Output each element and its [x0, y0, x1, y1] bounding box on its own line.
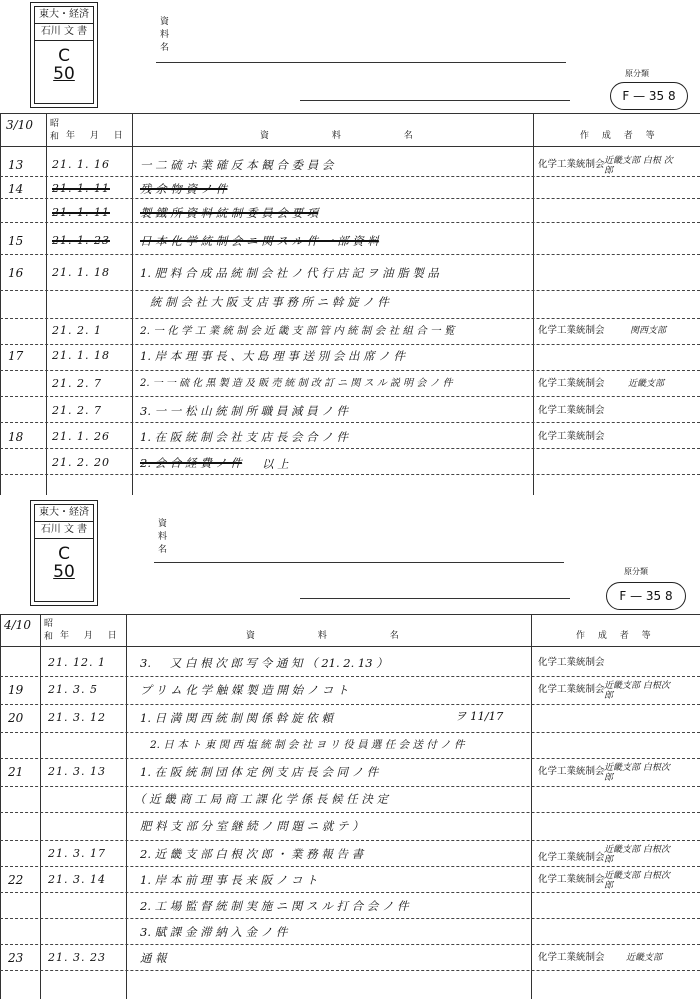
cell: 1. 在 阪 統 制 会 社 支 店 長 会 合 ノ 件 — [140, 430, 348, 444]
cell: 21. 1. 11 — [52, 182, 110, 195]
cell: 2. 一 化 学 工 業 統 制 会 近 畿 支 部 管 内 統 制 会 社 組 合 一 覧 — [140, 325, 455, 337]
cell: 21. 2. 7 — [52, 377, 102, 390]
cell: 16 — [8, 266, 24, 280]
handwritten-note: ヲ 11/17 — [455, 709, 504, 723]
cell: 一 二 硫 ホ 業 確 反 本 観 合 委 員 会 — [140, 158, 334, 172]
cell: 14 — [8, 182, 24, 196]
cell: 化学工業統制会 — [538, 378, 605, 389]
cell: 2. 近 畿 支 部 白 根 次 郎 ・ 業 務 報 告 書 — [140, 847, 364, 861]
cell: 2. 工 場 監 督 統 制 実 施 ニ 関 ス ル 打 合 会 ノ 件 — [140, 899, 409, 913]
table-row — [0, 679, 700, 701]
cell: 2. 会 合 経 費 ノ 件 — [140, 456, 242, 470]
cell: 2. 一 一 硫 化 黒 製 造 及 販 売 統 制 改 訂 ニ 関 ス ル 説 明 会 ノ 件 — [140, 378, 453, 389]
bunrui-label: 原分類 — [624, 567, 648, 576]
cell: 23 — [8, 951, 24, 965]
header-author: 作 成 者 等 — [576, 631, 656, 641]
table-row — [0, 843, 700, 865]
material-name-label: 資 料 名 — [158, 519, 168, 555]
cell: 1. 在 阪 統 制 団 体 定 例 支 店 長 会 同 ノ 件 — [140, 765, 379, 779]
header-title: 資 料 名 — [246, 631, 429, 641]
cell: プ リ ム 化 学 触 媒 製 造 開 始 ノ コ ト — [140, 683, 349, 697]
stamp-number: 50 — [53, 562, 75, 582]
table-row — [0, 426, 700, 448]
cell: 22 — [8, 873, 24, 887]
table-row — [0, 154, 700, 176]
archive-stamp — [30, 2, 98, 108]
table-row — [0, 373, 700, 395]
table-row — [0, 895, 700, 917]
cell: 化学工業統制会 — [538, 159, 605, 170]
stamp-letter: C — [58, 46, 70, 66]
cell: 21 — [8, 765, 24, 779]
cell: 通 報 — [140, 951, 167, 965]
cell: 15 — [8, 234, 24, 248]
table-row — [0, 452, 700, 474]
header-title: 資 料 名 — [260, 131, 443, 141]
cell: 21. 3. 17 — [48, 847, 106, 860]
cell: 21. 1. 23 — [52, 234, 110, 247]
cell: 1. 岸 本 前 理 事 長 来 阪 ノ コ ト — [140, 873, 318, 887]
stamp-line2: 石川 文 書 — [35, 522, 93, 539]
header-ymd: 年 月 日 — [66, 131, 129, 141]
cell: 21. 2. 1 — [52, 324, 102, 337]
table-row — [0, 788, 700, 810]
header-author: 作 成 者 等 — [580, 131, 660, 141]
stamp-line1: 東大・経済 — [35, 7, 93, 24]
table-row — [0, 652, 700, 674]
table-row — [0, 734, 700, 756]
cell: 化学工業統制会 — [538, 952, 605, 963]
cell: 化学工業統制会 — [538, 657, 605, 668]
cell: 化学工業統制会 — [538, 684, 605, 695]
cell: 近畿支部 白根次郎 — [604, 871, 670, 891]
table-row — [0, 400, 700, 422]
table-row — [0, 178, 700, 200]
cell: 近畿支部 — [628, 379, 665, 389]
bunrui-code: F — 35 8 — [606, 582, 686, 610]
table-row — [0, 869, 700, 891]
table-row — [0, 947, 700, 969]
cell: 近畿支部 白根次郎 — [604, 845, 670, 865]
bunrui-label: 原分類 — [625, 69, 649, 78]
cell: 近畿支部 — [626, 953, 663, 963]
cell: 肥 料 支 部 分 室 継 続 ノ 問 題 ニ 就 テ ） — [140, 819, 364, 833]
cell: 18 — [8, 430, 24, 444]
cell: 21. 3. 12 — [48, 711, 106, 724]
stamp-line2: 石川 文 書 — [35, 24, 93, 41]
table-row — [0, 707, 700, 729]
cell: 21. 12. 1 — [48, 656, 106, 669]
cell: 2. 日 本 ト 東 関 西 塩 統 制 会 社 ヨ リ 役 員 選 任 会 送 付 ノ 件 — [150, 739, 465, 751]
stamp-letter: C — [58, 544, 70, 564]
cell: （ 近 畿 商 工 局 商 工 課 化 学 係 長 候 任 決 定 — [134, 792, 388, 806]
side-date: 4/10 — [4, 618, 31, 632]
cell: 1. 肥 料 合 成 品 統 制 会 社 ノ 代 行 店 記 ヲ 油 脂 製 品 — [140, 266, 439, 280]
cell: 3. 賦 課 金 滞 納 入 金 ノ 件 — [140, 925, 288, 939]
cell: 21. 3. 5 — [48, 683, 98, 696]
cell: 21. 1. 16 — [52, 158, 110, 171]
cell: 化学工業統制会 — [538, 405, 605, 416]
cell: 21. 3. 13 — [48, 765, 106, 778]
cell: 3. 一 一 松 山 統 制 所 職 員 減 員 ノ 件 — [140, 404, 348, 418]
cell: 21. 1. 18 — [52, 349, 110, 362]
cell: 日 本 化 学 統 制 会 ニ 関 ス ル 件 一 部 資 料 — [140, 234, 379, 248]
cell: 21. 1. 11 — [52, 206, 110, 219]
cell: 20 — [8, 711, 24, 725]
cell: 21. 3. 23 — [48, 951, 106, 964]
header-era: 昭和 — [44, 619, 54, 642]
table-row — [0, 262, 700, 284]
table-row — [0, 345, 700, 367]
table-row — [0, 320, 700, 342]
stamp-line1: 東大・経済 — [35, 505, 93, 522]
table-row — [0, 815, 700, 837]
table-row — [0, 202, 700, 224]
header-ymd: 年 月 日 — [60, 631, 123, 641]
cell: 19 — [8, 683, 24, 697]
table-row — [0, 761, 700, 783]
cell: 21. 3. 14 — [48, 873, 106, 886]
cell: 1. 岸 本 理 事 長 、大 島 理 事 送 別 会 出 席 ノ 件 — [140, 349, 405, 363]
cell: 化学工業統制会 — [538, 431, 605, 442]
cell: 製 鐵 所 資 料 統 制 委 員 会 要 項 — [140, 206, 319, 220]
cell: 化学工業統制会 — [538, 325, 605, 336]
header-era: 昭和 — [50, 119, 60, 142]
cell: 残 余 物 資 ノ 件 — [140, 182, 228, 196]
material-name-label: 資 料 名 — [160, 17, 170, 53]
table-row — [0, 230, 700, 252]
cell: 21. 1. 18 — [52, 266, 110, 279]
cell: 21. 1. 26 — [52, 430, 110, 443]
stamp-number: 50 — [53, 64, 75, 84]
side-date: 3/10 — [6, 118, 33, 132]
cell: 1. 日 満 関 西 統 制 関 係 斡 旋 依 頼 — [140, 711, 333, 725]
cell: 3. 又 白 根 次 郎 写 令 通 知 （ 21. 2. 13 ） — [140, 656, 388, 670]
cell: 13 — [8, 158, 24, 172]
cell: 21. 2. 20 — [52, 456, 110, 469]
table-row — [0, 291, 700, 313]
cell: 統 制 会 社 大 阪 支 店 事 務 所 ニ 斡 旋 ノ 件 — [150, 295, 389, 309]
archive-stamp — [30, 500, 98, 606]
cell: 化学工業統制会 — [538, 852, 605, 863]
cell: 21. 2. 7 — [52, 404, 102, 417]
table-row — [0, 921, 700, 943]
cell: 関西支部 — [630, 326, 667, 336]
handwritten-note: 以 上 — [262, 457, 289, 471]
cell: 化学工業統制会 — [538, 874, 605, 885]
cell: 化学工業統制会 — [538, 766, 605, 777]
cell: 近畿支部 白根次郎 — [604, 681, 670, 701]
cell: 近畿支部 白根 次郎 — [604, 156, 673, 176]
bunrui-code: F — 35 8 — [610, 82, 688, 110]
cell: 17 — [8, 349, 24, 363]
cell: 近畿支部 白根次郎 — [604, 763, 670, 783]
